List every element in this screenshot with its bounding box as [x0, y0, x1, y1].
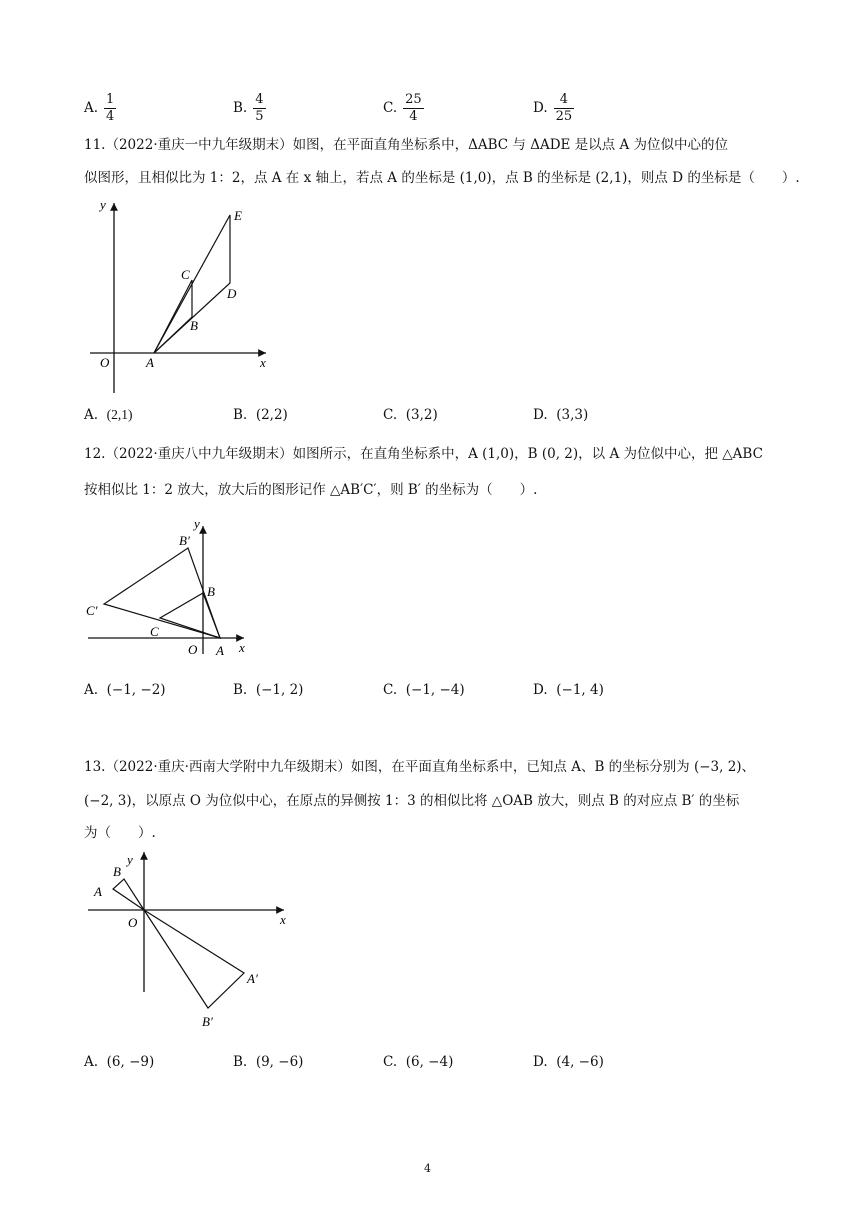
triangle-oa-prime-b-prime — [144, 910, 244, 1008]
q13-option-c: C. (6, −4) — [383, 1054, 454, 1070]
label-e: E — [234, 208, 242, 223]
label-c-prime: C′ — [86, 603, 98, 618]
option-letter: B. — [233, 100, 248, 116]
label-a: A — [146, 355, 154, 370]
q11-text-line-1: 11.（2022·重庆一中九年级期末）如图，在平面直角坐标系中，ΔABC 与 ΔADE 是以点 A 为位似中心的位 — [84, 137, 728, 153]
q10-option-d — [533, 92, 574, 125]
q12-option-a: A. (−1, −2) — [84, 682, 166, 698]
q11-option-a: A. (2,1) — [84, 407, 133, 423]
label-a-prime: A′ — [247, 971, 258, 986]
q11-text-line-2: 似图形，且相似比为 1：2，点 A 在 x 轴上，若点 A 的坐标是 (1,0)，点 B 的坐标是 (2,1)，则点 D 的坐标是（ ）. — [84, 170, 800, 186]
label-b: B — [207, 584, 215, 599]
label-x: x — [280, 912, 286, 927]
q11-figure — [84, 195, 284, 395]
triangle-abc — [160, 593, 220, 638]
fraction: $\frac{4}{5}$ — [255, 92, 264, 124]
q12-option-c: C. (−1, −4) — [383, 682, 465, 698]
label-o: O — [188, 642, 198, 657]
page-number: 4 — [424, 1162, 431, 1175]
q12-option-d: D. (−1, 4) — [533, 682, 604, 698]
q13-text-line-2: (−2, 3)，以原点 O 为位似中心，在原点的异侧按 1：3 的相似比将 △OAB 放大，则点 B 的对应点 B′ 的坐标 — [84, 793, 740, 809]
q10-option-b — [233, 92, 266, 125]
label-c: C — [181, 267, 190, 282]
option-letter: D. — [533, 100, 548, 116]
q13-option-b: B. (9, −6) — [233, 1054, 304, 1070]
label-x: x — [239, 640, 245, 655]
triangle-oab — [113, 879, 144, 910]
label-b: B — [113, 864, 121, 879]
q10-option-c — [383, 92, 424, 125]
label-x: x — [260, 355, 266, 370]
label-o: O — [128, 915, 138, 930]
fraction: $\frac{25}{4}$ — [405, 92, 422, 124]
q12-option-b: B. (−1, 2) — [233, 682, 304, 698]
q11-option-b: B. (2,2) — [233, 407, 288, 423]
label-b-prime: B′ — [179, 533, 190, 548]
q13-option-d: D. (4, −6) — [533, 1054, 604, 1070]
q10-option-a — [84, 92, 116, 125]
fraction: $\frac{4}{25}$ — [555, 92, 573, 124]
fraction: $\frac{1}{4}$ — [106, 92, 115, 124]
label-b: B — [190, 318, 198, 333]
q13-text-line-3: 为（ ）. — [84, 825, 156, 841]
option-letter: A. — [84, 100, 99, 116]
q11-option-d: D. (3,3) — [533, 407, 589, 423]
q11-option-c: C. (3,2) — [383, 407, 438, 423]
label-y: y — [100, 197, 106, 212]
label-d: D — [227, 286, 237, 301]
q13-text-line-1: 13.（2022·重庆·西南大学附中九年级期末）如图，在平面直角坐标系中，已知点 A、B 的坐标分别为 (−3, 2)、 — [84, 759, 756, 775]
label-a: A — [94, 884, 102, 899]
q12-figure — [84, 512, 264, 662]
q12-text-line-2: 按相似比 1：2 放大，放大后的图形记作 △AB′C′，则 B′ 的坐标为（ ）. — [84, 482, 538, 498]
label-o: O — [100, 355, 110, 370]
q13-figure — [84, 842, 304, 1037]
label-b-prime: B′ — [202, 1014, 213, 1029]
label-y: y — [127, 852, 133, 867]
q12-text-line-1: 12.（2022·重庆八中九年级期末）如图所示，在直角坐标系中，A (1,0)，B (0, 2)，以 A 为位似中心，把 △ABC — [84, 446, 763, 462]
label-c: C — [150, 624, 159, 639]
label-y: y — [194, 516, 200, 531]
q13-option-a: A. (6, −9) — [84, 1054, 155, 1070]
label-a: A — [216, 643, 224, 658]
option-letter: C. — [383, 100, 398, 116]
